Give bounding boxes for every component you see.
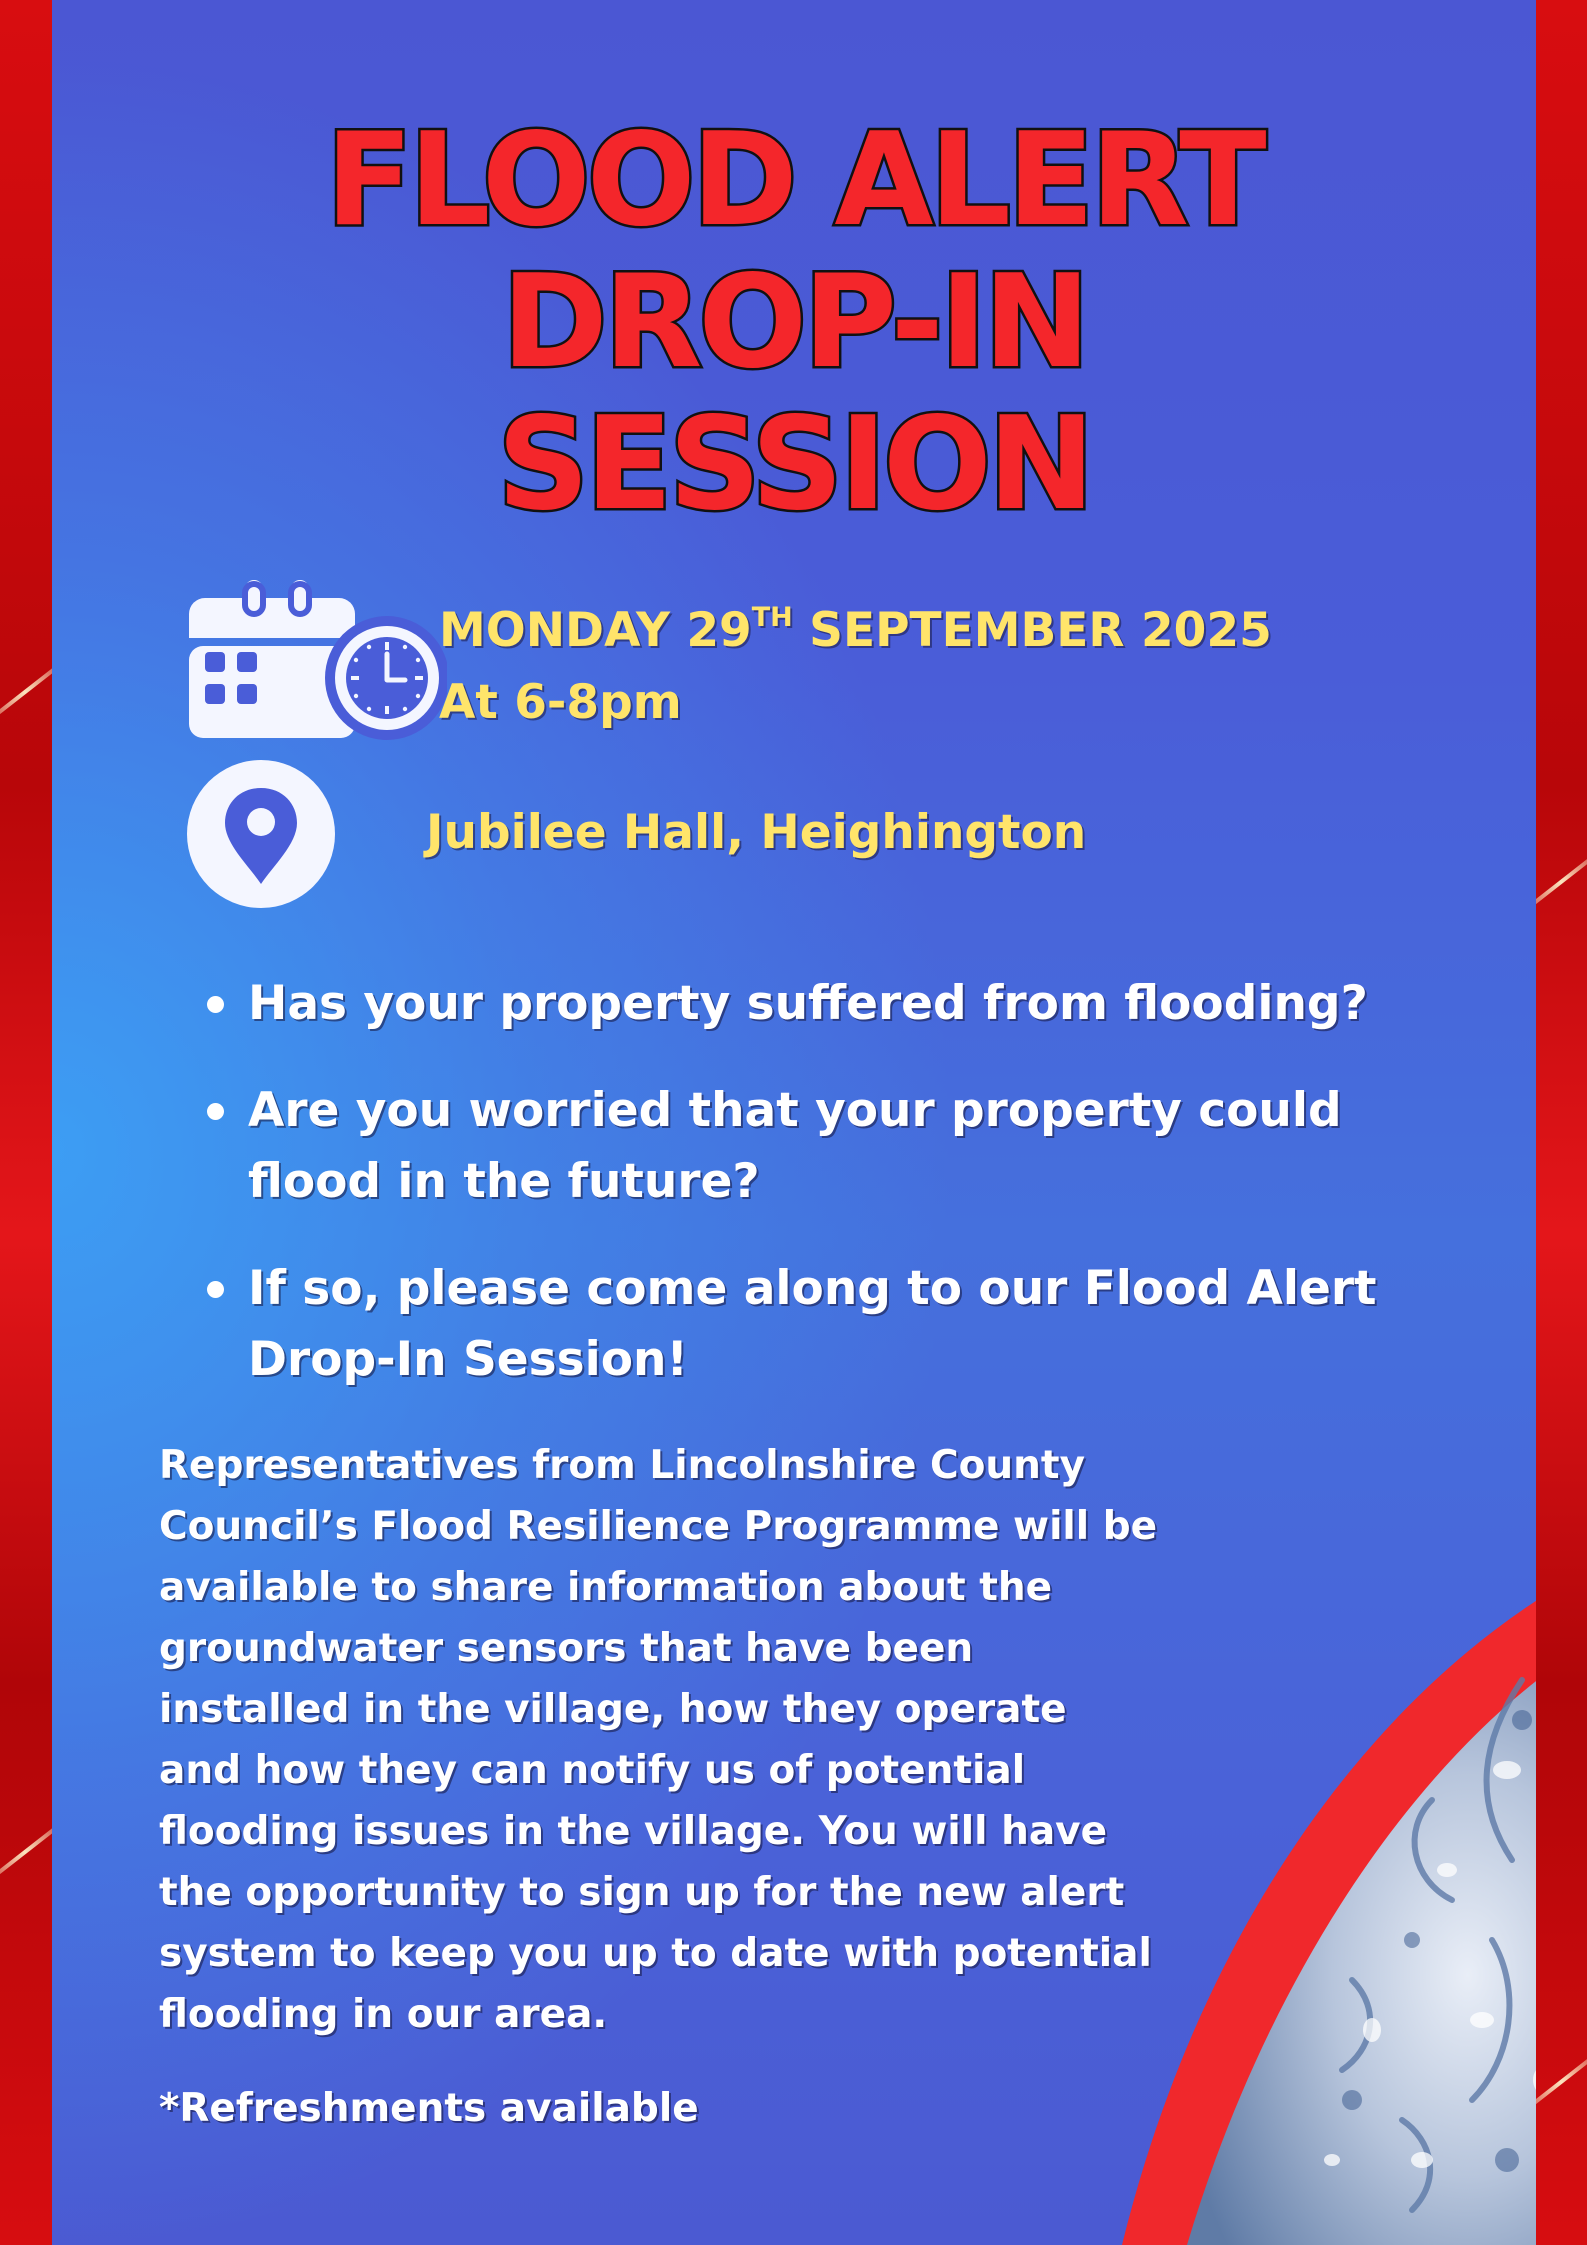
question-text: Are you worried that your property could flood in the future?	[248, 1083, 1342, 1209]
event-venue: Jubilee Hall, Heighington	[426, 805, 1087, 860]
left-red-border	[0, 0, 52, 2245]
list-item	[202, 1075, 1412, 1217]
question-text: Has your property suffered from flooding?	[248, 976, 1368, 1031]
poster-panel	[52, 0, 1536, 2245]
water-splash-image	[1052, 1560, 1536, 2245]
location-pin-icon	[187, 760, 335, 908]
event-time: At 6-8pm	[439, 675, 682, 730]
date-ordinal: TH	[751, 602, 793, 633]
question-text: If so, please come along to our Flood Alert Drop-In Session!	[248, 1261, 1377, 1387]
bullet-dot	[207, 996, 224, 1013]
date-month-year: SEPTEMBER 2025	[792, 603, 1272, 658]
title-line-2: DROP-IN	[501, 248, 1087, 397]
poster-title	[52, 106, 1536, 539]
date-day: MONDAY 29	[439, 603, 752, 658]
bullet-dot	[207, 1281, 224, 1298]
event-date	[439, 603, 1272, 659]
refreshments-note: *Refreshments available	[159, 2086, 699, 2131]
description-paragraph: Representatives from Lincolnshire County Council’s Flood Resilience Programme will be available to share information about the groundwater sensors that have been installed in the village, how they operate and how they can notify us of potential flooding issues in the village. You will have the opportunity to sign up for the new alert system to keep you up to date with potential flooding in our area.	[159, 1443, 1158, 2037]
calendar-clock-icon	[187, 580, 447, 740]
title-line-1: FLOOD ALERT	[325, 106, 1263, 255]
right-red-border	[1536, 0, 1587, 2245]
list-item	[202, 1253, 1412, 1395]
bullet-dot	[207, 1103, 224, 1120]
title-line-3: SESSION	[497, 390, 1091, 539]
list-item	[202, 968, 1412, 1039]
question-list	[202, 968, 1412, 1431]
